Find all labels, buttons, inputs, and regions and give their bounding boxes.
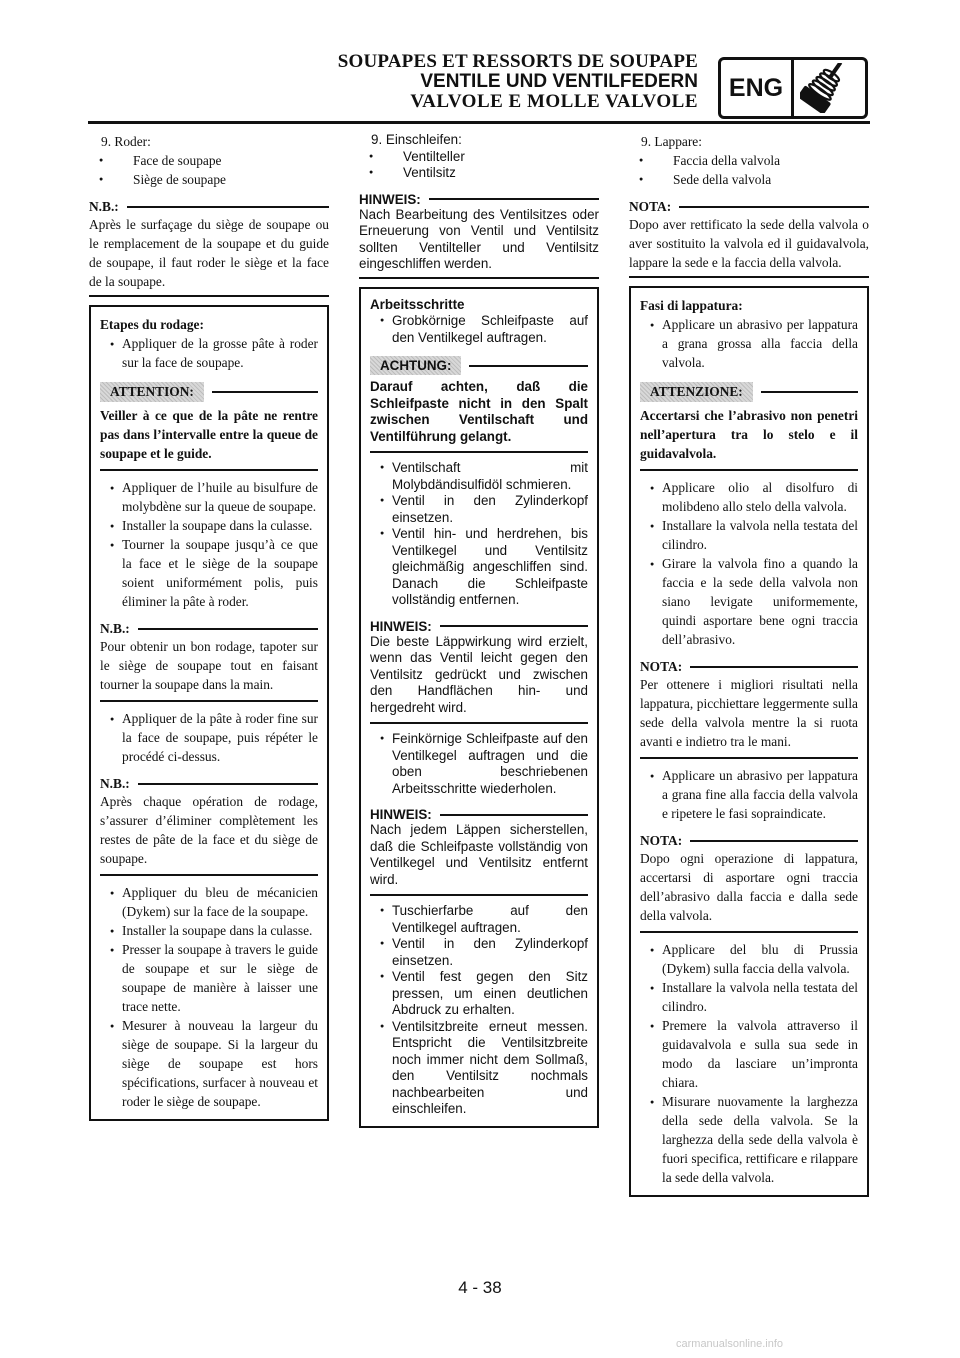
engine-badge-label: ENG — [721, 60, 794, 116]
section-header — [338, 52, 698, 112]
step-heading: 9. Lappare: — [641, 134, 702, 149]
list-item-text: Ventilsitz — [403, 165, 456, 180]
note-label: HINWEIS: — [359, 191, 421, 207]
header-rule — [88, 121, 870, 124]
column-german — [359, 132, 599, 1128]
note-heading — [370, 619, 588, 634]
list-item — [629, 170, 869, 189]
procedure-step: ● Presser la soupape à travers le guide de soupape et sur le siège de soupape de manière à laisser une trace nette. — [100, 940, 318, 1016]
procedure-step: ● Applicare del blu di Prussia (Dykem) sulla faccia della valvola. — [640, 940, 858, 978]
procedure-step: ● Ventil in den Zylinderkopf einsetzen. — [370, 493, 588, 526]
note-label: N.B.: — [100, 621, 130, 636]
step-heading: 9. Einschleifen: — [371, 132, 462, 147]
list-item-text: Faccia della valvola — [673, 153, 781, 168]
procedure-step: ● Appliquer de l’huile au bisulfure de molybdène sur la queue de soupape. — [100, 478, 318, 516]
procedure-step: ● Installer la soupape dans la culasse. — [100, 921, 318, 940]
valve-spring-icon — [794, 60, 865, 116]
note-heading — [100, 621, 318, 637]
note-heading — [640, 659, 858, 675]
procedure-step: ● Appliquer de la pâte à roder fine sur la face de soupape, puis répéter le procédé ci-dessus. — [100, 709, 318, 766]
procedure-step: ● Tourner la soupape jusqu’à ce que la face et le siège de la soupape soient uniformément polis, puis éliminer la pâte à roder. — [100, 535, 318, 611]
note-label: NOTA: — [629, 199, 672, 214]
procedure-step: ● Feinkörnige Schleifpaste auf den Ventilkegel auftragen und die oben beschriebenen Arbeitsschritte wiederholen. — [370, 731, 588, 797]
procedure-step: ● Installare la valvola nella testata del cilindro. — [640, 516, 858, 554]
step-heading: 9. Roder: — [101, 134, 151, 149]
warning-heading — [640, 382, 858, 402]
procedure-step: ● Ventil in den Zylinderkopf einsetzen. — [370, 936, 588, 969]
warning-text: Darauf achten, daß die Schleifpaste nicht in den Spalt zwischen Ventilschaft und Ventilführung gelangt. — [370, 379, 588, 444]
warning-label: ATTENZIONE: — [640, 382, 753, 402]
note-label: HINWEIS: — [370, 618, 432, 634]
note-text: Après le surfaçage du siège de soupape ou le remplacement de la soupape et du guide de soupape, il faut roder le siège et la face de la soupape. — [89, 217, 329, 289]
procedure-step: ● Ventil hin- und herdrehen, bis Ventilkegel und Ventilsitz gleichmäßig angeschliffen sind. Danach die Schleifpaste vollständig entfernen. — [370, 526, 588, 609]
note-text: Nach jedem Läppen sicherstellen, daß die Schleifpaste vollständig von Ventilkegel und Ventilsitz entfernt wird. — [370, 822, 588, 887]
list-item — [629, 151, 869, 170]
engine-badge — [718, 57, 868, 119]
warning-label: ACHTUNG: — [370, 356, 461, 375]
procedure-title: Fasi di lappatura: — [640, 298, 743, 313]
procedure-box — [359, 287, 599, 1128]
warning-text: Accertarsi che l’abrasivo non penetri nell’apertura tra lo stelo e il guidavalvola. — [640, 408, 858, 461]
note-text: Die beste Läppwirkung wird erzielt, wenn das Ventil leicht gegen den Ventilsitz gedrückt und zwischen den Handflächen hin- und hergedreht wird. — [370, 633, 588, 715]
procedure-step: ● Grobkörnige Schleifpaste auf den Ventilkegel auftragen. — [370, 313, 588, 346]
procedure-step: ● Tuschierfarbe auf den Ventilkegel auftragen. — [370, 903, 588, 936]
page-number: 4 - 38 — [458, 1278, 502, 1297]
procedure-step: ● Appliquer de la grosse pâte à roder sur la face de soupape. — [100, 334, 318, 372]
procedure-title: Etapes du rodage: — [100, 317, 204, 332]
warning-heading — [100, 382, 318, 402]
procedure-step: ● Applicare un abrasivo per lappatura a grana grossa alla faccia della valvola. — [640, 315, 858, 372]
procedure-box — [629, 286, 869, 1197]
title-german: VENTILE UND VENTILFEDERN — [420, 71, 698, 92]
list-item-text: Sede della valvola — [673, 172, 772, 187]
note-heading — [640, 833, 858, 849]
procedure-step: ● Applicare un abrasivo per lappatura a grana fine alla faccia della valvola e ripetere le fasi sopraindicate. — [640, 766, 858, 823]
note-heading — [100, 776, 318, 792]
procedure-step: ● Appliquer du bleu de mécanicien (Dykem) sur la face de la soupape. — [100, 883, 318, 921]
note-text: Per ottenere i migliori risultati nella lappatura, picchiettare leggermente sulla sede della valvola mentre la si ruota avanti e indietro tra le mani. — [640, 677, 858, 749]
procedure-step: ● Girare la valvola fino a quando la faccia e la sede della valvola non siano levigate uniformemente, quindi asportare bene ogni traccia dell’abrasivo. — [640, 554, 858, 649]
procedure-box — [89, 305, 329, 1121]
note-text: Après chaque opération de rodage, s’assurer d’éliminer complètement les restes de pâte de la face et du siège de soupape. — [100, 794, 318, 866]
note-heading — [89, 199, 329, 215]
note-text: Pour obtenir un bon rodage, tapoter sur le siège de soupape tout en faisant tourner la soupape dans la main. — [100, 639, 318, 692]
watermark: carmanualsonline.info — [676, 1338, 784, 1350]
warning-text: Veiller à ce que de la pâte ne rentre pas dans l’intervalle entre la queue de soupape et le guide. — [100, 408, 318, 461]
note-label: N.B.: — [100, 776, 130, 791]
list-item-text: Face de soupape — [133, 153, 222, 168]
list-item — [359, 165, 599, 182]
note-heading — [370, 807, 588, 822]
list-item — [89, 151, 329, 170]
note-label: NOTA: — [640, 833, 683, 848]
procedure-step: ● Ventilschaft mit Molybdändisulfidöl schmieren. — [370, 460, 588, 493]
procedure-step: ● Ventilsitzbreite erneut messen. Entspricht die Ventilsitzbreite noch immer nicht dem Sollmaß, den Ventilsitz nochmals nachbearbeiten und einschleifen. — [370, 1019, 588, 1118]
note-label: N.B.: — [89, 199, 119, 214]
list-item-text: Siège de soupape — [133, 172, 226, 187]
note-heading — [359, 192, 599, 207]
title-italian: VALVOLE E MOLLE VALVOLE — [410, 91, 698, 112]
procedure-step: ● Installare la valvola nella testata del cilindro. — [640, 978, 858, 1016]
note-heading — [629, 199, 869, 215]
column-french — [89, 132, 329, 1121]
title-french: SOUPAPES ET RESSORTS DE SOUPAPE — [337, 51, 698, 72]
list-item — [89, 170, 329, 189]
list-item-text: Ventilteller — [403, 148, 465, 164]
procedure-step: ● Ventil fest gegen den Sitz pressen, um einen deutlichen Abdruck zu erhalten. — [370, 969, 588, 1019]
note-label: HINWEIS: — [370, 807, 432, 822]
note-text: Nach Bearbeitung des Ventilsitzes oder Erneuerung von Ventil und Ventilsitz sollten Ventilteller und Ventilsitz eingeschliffen werden. — [359, 206, 599, 271]
procedure-step: ● Mesurer à nouveau la largeur du siège de soupape. Si la largeur du siège de soupape est hors spécifications, surfacer à nouveau et roder le siège de soupape. — [100, 1016, 318, 1111]
procedure-step: ● Applicare olio al disolfuro di molibdeno allo stelo della valvola. — [640, 478, 858, 516]
procedure-step: ● Misurare nuovamente la larghezza della sede della valvola. Se la larghezza della sede della valvola è fuori specifica, rettificare e rilappare la sede della valvola. — [640, 1092, 858, 1187]
procedure-step: ● Installer la soupape dans la culasse. — [100, 516, 318, 535]
note-label: NOTA: — [640, 659, 683, 674]
warning-heading — [370, 356, 588, 375]
column-italian — [629, 132, 869, 1197]
procedure-title: Arbeitsschritte — [370, 296, 465, 312]
list-item — [359, 149, 599, 166]
procedure-step: ● Premere la valvola attraverso il guidavalvola e sulla sua sede in modo da lasciare un’impronta chiara. — [640, 1016, 858, 1092]
note-text: Dopo ogni operazione di lappatura, accertarsi di asportare ogni traccia dell’abrasivo dalla faccia e dalla sede della valvola. — [640, 851, 858, 923]
warning-label: ATTENTION: — [100, 382, 204, 402]
note-text: Dopo aver rettificato la sede della valvola o aver sostituito la valvola ed il guidavalvola, lappare la sede e la faccia della valvola. — [629, 217, 869, 270]
